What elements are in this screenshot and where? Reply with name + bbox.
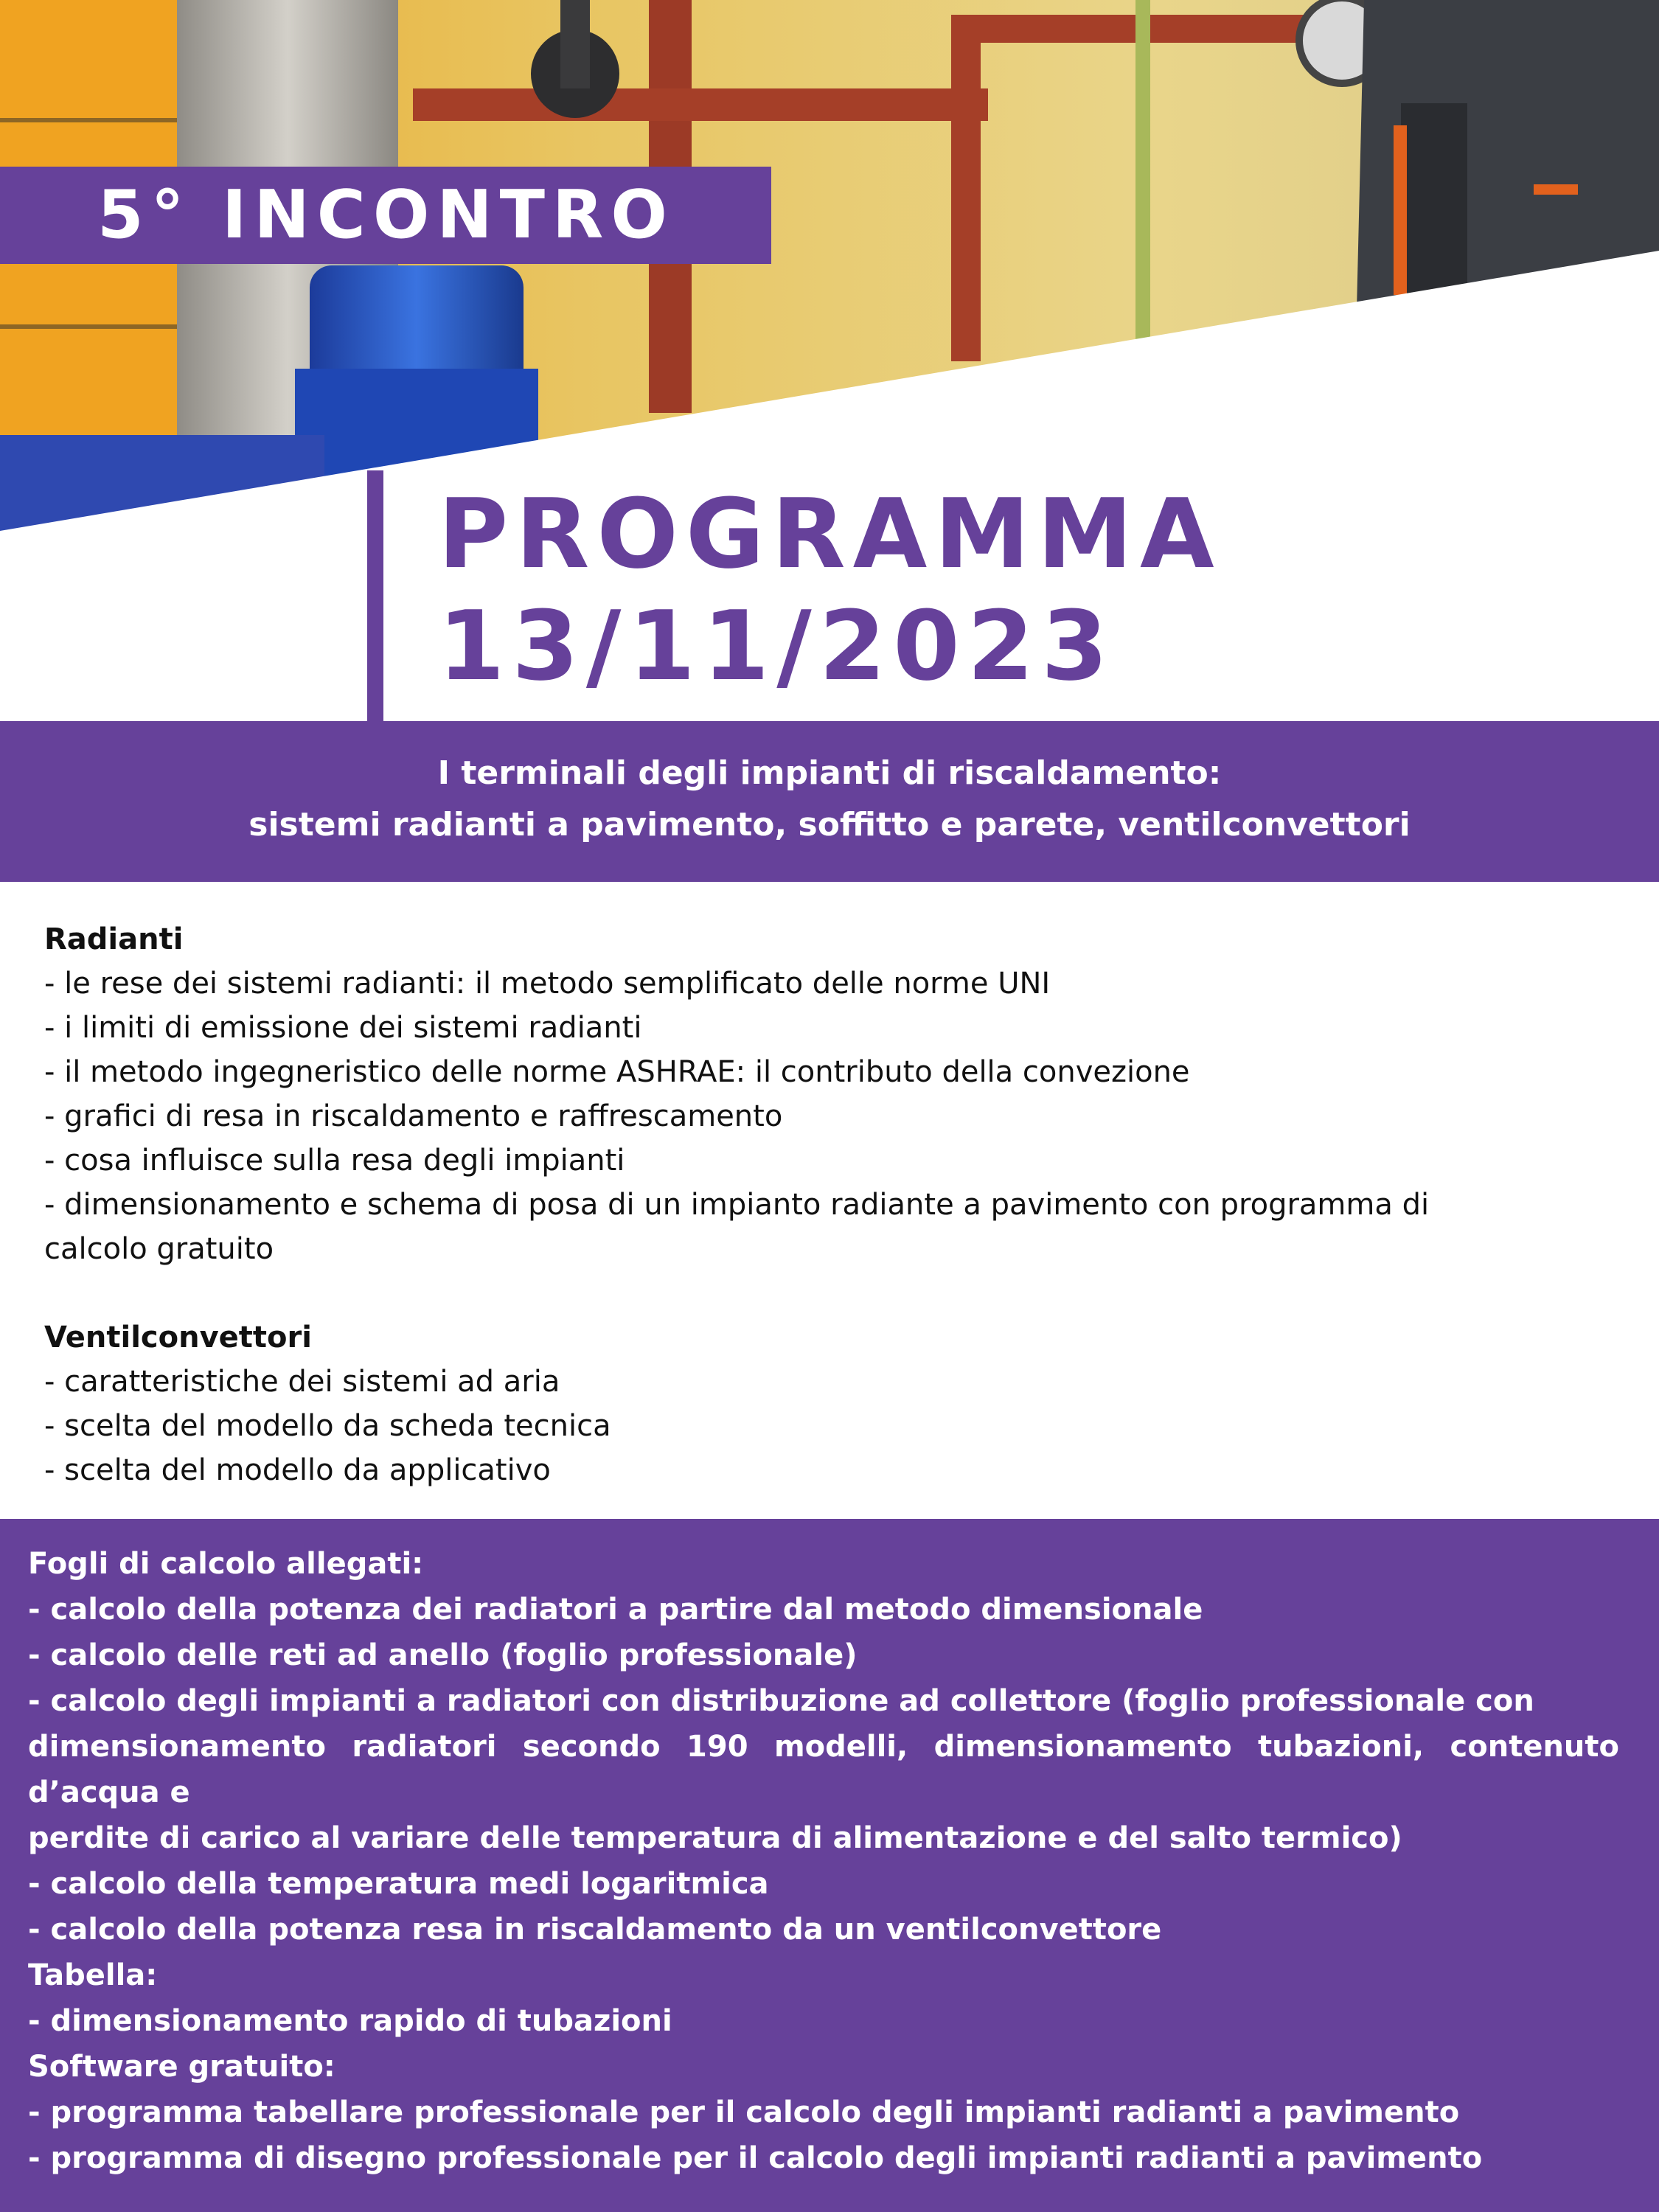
program-content [44,917,1615,1492]
list-item: - calcolo degli impianti a radiatori con distribuzione ad collettore (foglio professionale con [28,1684,1534,1718]
list-item: - scelta del modello da scheda tecnica [44,1409,611,1443]
subtitle-band [0,721,1659,882]
list-item: - programma tabellare professionale per il calcolo degli impianti radianti a pavimento [28,2096,1460,2129]
list-item: - le rese dei sistemi radianti: il metodo semplificato delle norme UNI [44,967,1051,1001]
list-item: calcolo gratuito [44,1232,274,1266]
subtitle-line-2: sistemi radianti a pavimento, soffitto e parete, ventilconvettori [248,806,1411,844]
title-programma: PROGRAMMA [438,478,1222,590]
list-item: - caratteristiche dei sistemi ad aria [44,1365,560,1399]
list-item: - i limiti di emissione dei sistemi radianti [44,1011,642,1045]
list-item: - il metodo ingegneristico delle norme ASHRAE: il contributo della convezione [44,1055,1190,1089]
list-item: dimensionamento radiatori secondo 190 modelli, dimensionamento tubazioni, contenuto [28,1730,1619,1764]
list-item: - calcolo delle reti ad anello (foglio professionale) [28,1638,858,1672]
title-accent-bar [367,470,383,723]
attachments-panel [0,1519,1659,2212]
section-heading-ventilconvettori: Ventilconvettori [44,1321,312,1354]
list-item: - calcolo della potenza resa in riscaldamento da un ventilconvettore [28,1913,1162,1947]
list-item: - dimensionamento e schema di posa di un impianto radiante a pavimento con programma di [44,1188,1430,1222]
list-item: - dimensionamento rapido di tubazioni [28,2004,672,2038]
list-item: - scelta del modello da applicativo [44,1453,551,1487]
hero-photo [0,0,1659,531]
attachments-text [28,1541,1619,2181]
list-item: - grafici di resa in riscaldamento e raffrescamento [44,1099,783,1133]
page-title [438,478,1222,702]
section-heading-radianti: Radianti [44,922,184,956]
section-heading-software: Software gratuito: [28,2050,335,2084]
list-item: - calcolo della temperatura medi logaritmica [28,1867,769,1901]
list-item: - calcolo della potenza dei radiatori a partire dal metodo dimensionale [28,1593,1203,1627]
title-date: 13/11/2023 [438,590,1116,702]
meeting-badge-label: 5° INCONTRO [97,176,675,254]
subtitle-line-1: I terminali degli impianti di riscaldamento: [437,754,1222,792]
list-item: perdite di carico al variare delle temperatura di alimentazione e del salto termico) [28,1821,1402,1855]
list-item: - cosa influisce sulla resa degli impianti [44,1144,625,1178]
section-heading-tabella: Tabella: [28,1958,158,1992]
list-item: d’acqua e [28,1775,190,1809]
section-heading-fogli: Fogli di calcolo allegati: [28,1547,424,1581]
list-item: - programma di disegno professionale per il calcolo degli impianti radianti a pavimento [28,2141,1483,2175]
spacer [44,1271,1615,1315]
